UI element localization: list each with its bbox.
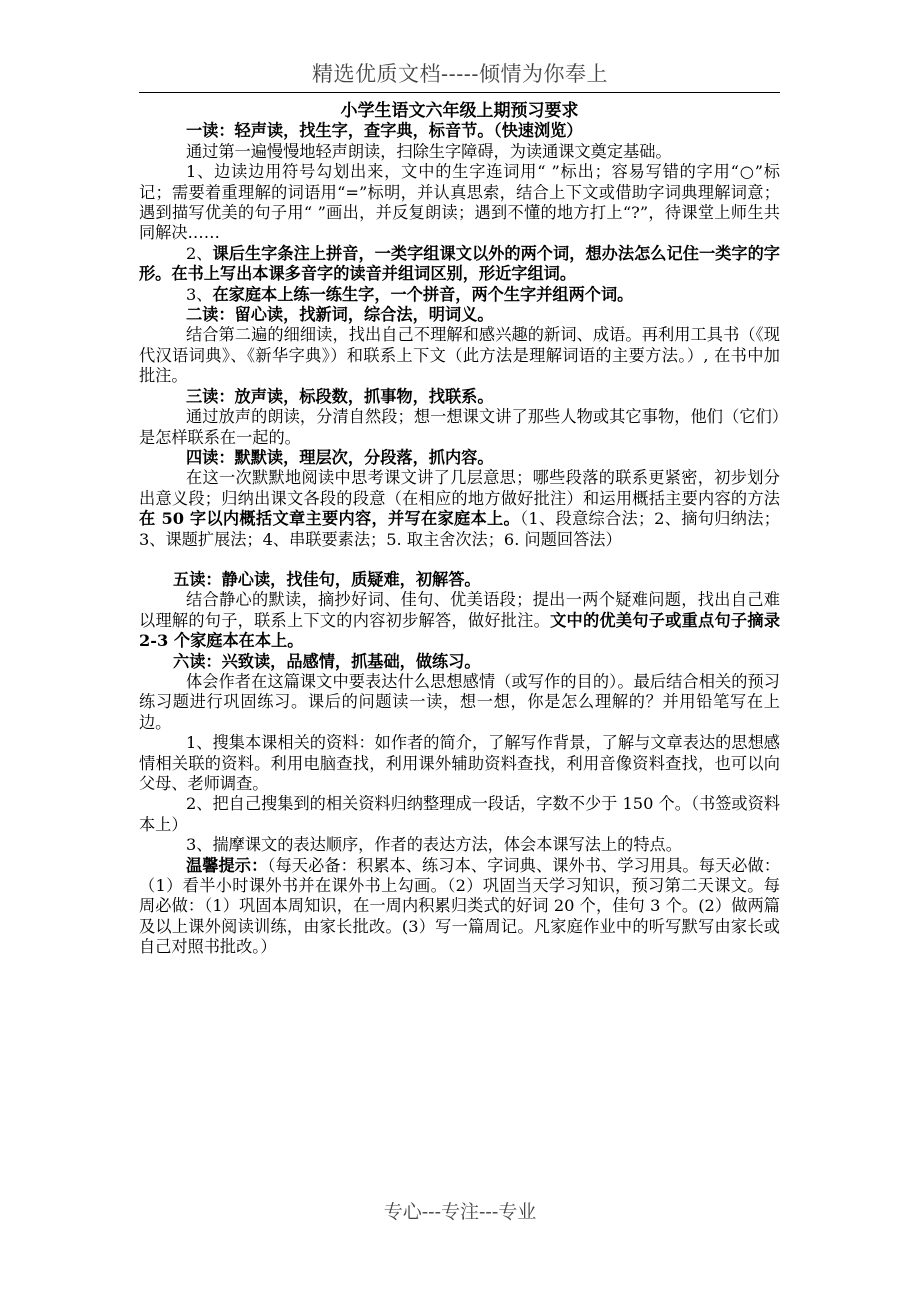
- document-body: [139, 101, 780, 958]
- blank-line: [139, 550, 780, 570]
- page-header: 精选优质文档-----倾情为你奉上: [312, 62, 608, 86]
- section-5-body: [139, 590, 780, 651]
- section-4-heading: 四读：默默读，理层次，分段落，抓内容。: [185, 447, 494, 467]
- tips-body: （每天必备：积累本、练习本、字词典、课外书、学习用具。每天必做：（1）看半小时课外书并在课外书上勾画。（2）巩固当天学习知识，预习第二天课文。每周必做：（1）巩固本周知识，在一周内积累归类式的好词 20 个，佳句 3 个。(2）做两篇及以上课外阅读训练，由家长批改。(3）写一篇周记。凡家庭作业中的听写默写由家长或自己对照书批改。）: [139, 855, 781, 957]
- page-footer: 专心---专注---专业: [383, 1201, 537, 1223]
- section-3-heading: 三读：放声读，标段数，抓事物，找联系。: [185, 386, 494, 406]
- section-2-body: 结合第二遍的细细读，找出自己不理解和感兴趣的新词、成语。再利用工具书（《现代汉语词典》、《新华字典》）和联系上下文（此方法是理解词语的主要方法。）, 在书中加批注。: [139, 325, 780, 386]
- section-6-item-3: 3、揣摩课文的表达顺序，作者的表达方法，体会本课写法上的特点。: [185, 835, 682, 855]
- tips-heading: 温馨提示：: [185, 855, 268, 875]
- bold-text: 课后生字条注上拼音，一类字组课文以外的两个词，想办法怎么记住一类字的字形。在书上写出本课多音字的读音并组词区别，形近字组词。: [139, 243, 780, 284]
- bold-text: 文中的优美句子或重点句子摘录 2-3 个家庭本在本上。: [139, 610, 781, 651]
- section-6-item-1: 1、搜集本课相关的资料：如作者的简介，了解写作背景，了解与文章表达的思想感情相关联的资料。利用电脑查找，利用课外辅助资料查找，利用音像资料查找，也可以向父母、老师调查。: [139, 733, 780, 793]
- body-text: 结合静心的默读，摘抄好词、佳句、优美语段；提出一两个疑难问题，找出自己难以理解的句子，联系上下文的内容初步解答，做好批注。: [139, 590, 780, 630]
- section-5-heading: 五读：静心读，找佳句，质疑难，初解答。: [173, 569, 481, 589]
- section-1-intro: 通过第一遍慢慢地轻声朗读，扫除生字障碍，为读通课文奠定基础。: [185, 141, 672, 161]
- body-text: 在这一次默默地阅读中思考课文讲了几层意思；哪些段落的联系更紧密，初步划分出意义段；归纳出课文各段的段意（在相应的地方做好批注）和运用概括主要内容的方法: [139, 468, 780, 508]
- section-1-heading: 一读：轻声读，找生字，查字典，标音节。（快速浏览）: [185, 121, 583, 141]
- section-3-body: 通过放声的朗读，分清自然段；想一想课文讲了那些人物或其它事物，他们（它们）是怎样联系在一起的。: [139, 407, 780, 447]
- section-1-item-1: 1、边读边用符号勾划出来，文中的生字连词用“ ”标出；容易写错的字用“○”标记；需要着重理解的词语用“=”标明，并认真思索，结合上下文或借助字词典理解词意；遇到描写优美的句子用“ ”画出，并反复朗读；遇到不懂的地方打上“?”，待课堂上师生共同解决……: [139, 162, 780, 243]
- section-6-heading: 六读：兴致读，品感情，抓基础，做练习。: [173, 651, 481, 671]
- bold-text: 在家庭本上练一练生字，一个拼音，两个生字并组两个词。: [212, 284, 634, 304]
- section-6-intro: 体会作者在这篇课文中要表达什么思想感情（或写作的目的）。最后结合相关的预习练习题进行巩固练习。课后的问题读一读，想一想，你是怎么理解的？并用铅笔写在上边。: [139, 671, 780, 732]
- item-number: 3、: [185, 284, 213, 304]
- tips-paragraph: [139, 856, 780, 958]
- document-title: 小学生语文六年级上期预习要求: [340, 101, 579, 121]
- header-divider: [139, 92, 780, 93]
- section-2-heading: 二读：留心读，找新词，综合法，明词义。: [185, 305, 494, 325]
- body-text: （1、段意综合法；2、摘句归纳法；3、课题扩展法；4、串联要素法；5. 取主舍次法；6. 问题回答法）: [139, 509, 780, 549]
- item-number: 2、: [185, 243, 213, 263]
- section-1-item-2: [139, 244, 780, 285]
- section-1-item-3: [139, 285, 780, 305]
- section-6-item-2: 2、把自己搜集到的相关资料归纳整理成一段话，字数不少于 150 个。（书签或资料本上）: [139, 794, 780, 834]
- section-4-body: [139, 468, 780, 550]
- bold-text: 在 50 字以内概括文章主要内容，并写在家庭本上。: [139, 509, 520, 529]
